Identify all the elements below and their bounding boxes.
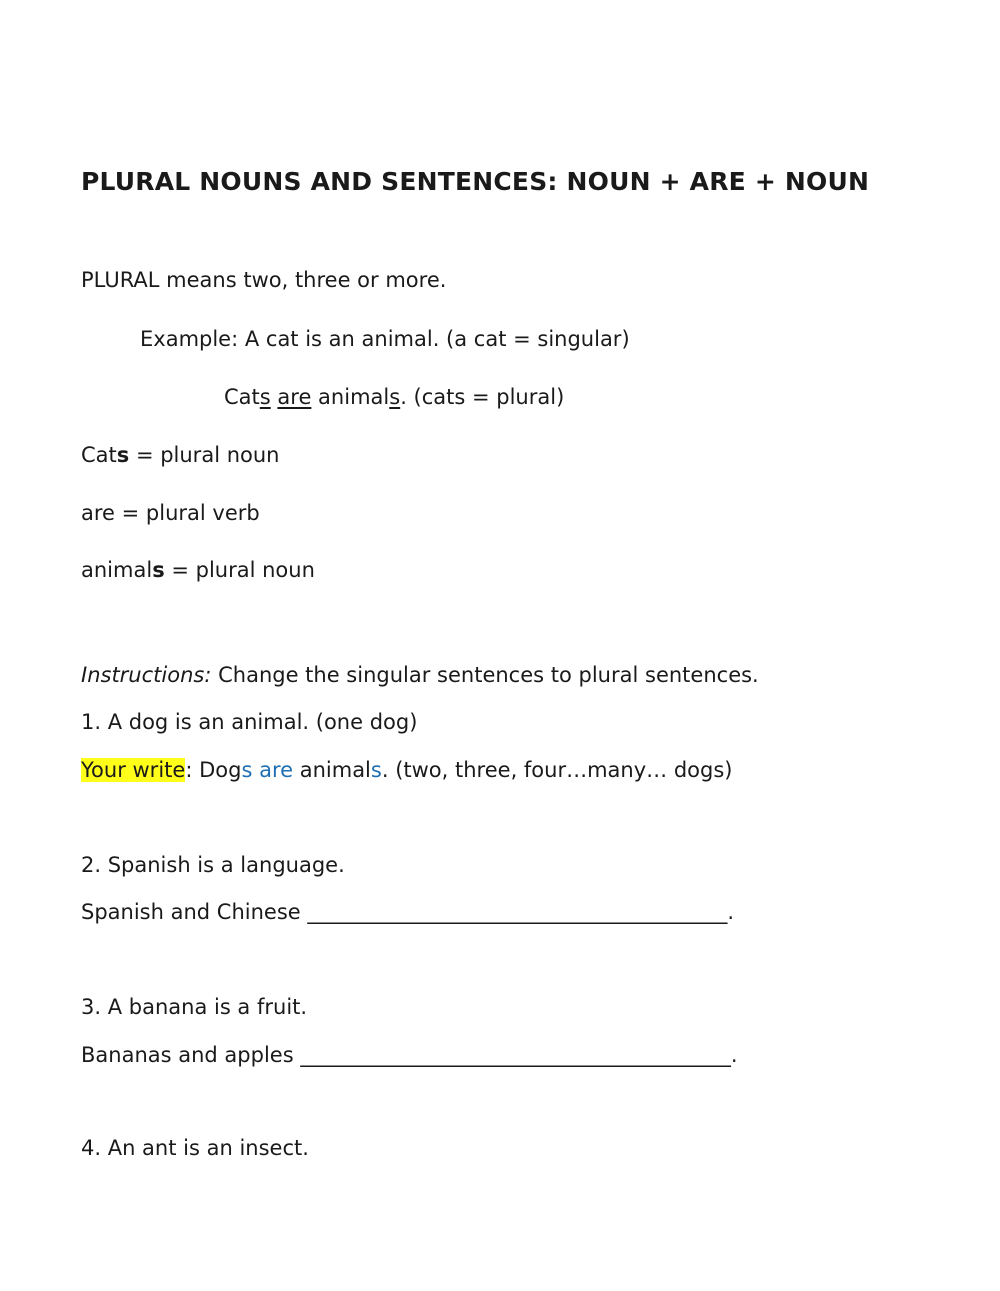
exercise-1-prompt: 1. A dog is an animal. (one dog): [81, 710, 418, 734]
answer-part: . (two, three, four…many… dogs): [381, 758, 733, 782]
example-plural-suffix: s: [259, 385, 271, 409]
page-title: PLURAL NOUNS AND SENTENCES: NOUN + ARE + NOUN: [81, 167, 870, 196]
exercise-2-prompt: 2. Spanish is a language.: [81, 853, 345, 877]
exercise-4-prompt: 4. An ant is an insect.: [81, 1136, 309, 1160]
glossary-suffix: s: [116, 443, 130, 467]
answer-suffix: s: [370, 758, 382, 782]
glossary-item: [81, 556, 315, 584]
answer-part: Dog: [199, 758, 242, 782]
example-plural: [224, 383, 564, 411]
glossary-definition: = plural noun: [164, 558, 315, 582]
exercise-2-answer: Spanish and Chinese ________________________________________.: [81, 900, 735, 924]
example-plural-suffix: s: [389, 385, 401, 409]
glossary-stem: Cat: [81, 443, 117, 467]
example-singular: Example: A cat is an animal. (a cat = singular): [140, 327, 630, 351]
answer-part: animal: [293, 758, 371, 782]
answer-verb: are: [259, 758, 294, 782]
exercise-3-prompt: 3. A banana is a fruit.: [81, 995, 308, 1019]
glossary-item: [81, 499, 260, 527]
example-plural-verb: are: [277, 385, 312, 409]
answer-label: Your write: [81, 758, 186, 782]
exercise-3-answer: Bananas and apples _________________________________________.: [81, 1043, 738, 1067]
glossary-definition: = plural verb: [114, 501, 260, 525]
instructions-text: Change the singular sentences to plural sentences.: [211, 663, 759, 687]
instructions-label: Instructions:: [81, 663, 212, 687]
example-plural-part: animal: [311, 385, 390, 409]
example-plural-part: Cat: [224, 385, 260, 409]
glossary-item: [81, 441, 279, 469]
exercise-1-answer: [81, 756, 732, 784]
definition-text: PLURAL means two, three or more.: [81, 268, 447, 292]
example-plural-part: . (cats = plural): [400, 385, 565, 409]
instructions: [81, 661, 759, 689]
glossary-stem: animal: [81, 558, 153, 582]
glossary-definition: = plural noun: [129, 443, 280, 467]
answer-colon: :: [185, 758, 200, 782]
answer-suffix: s: [241, 758, 253, 782]
glossary-suffix: s: [152, 558, 165, 582]
glossary-stem: are: [81, 501, 115, 525]
